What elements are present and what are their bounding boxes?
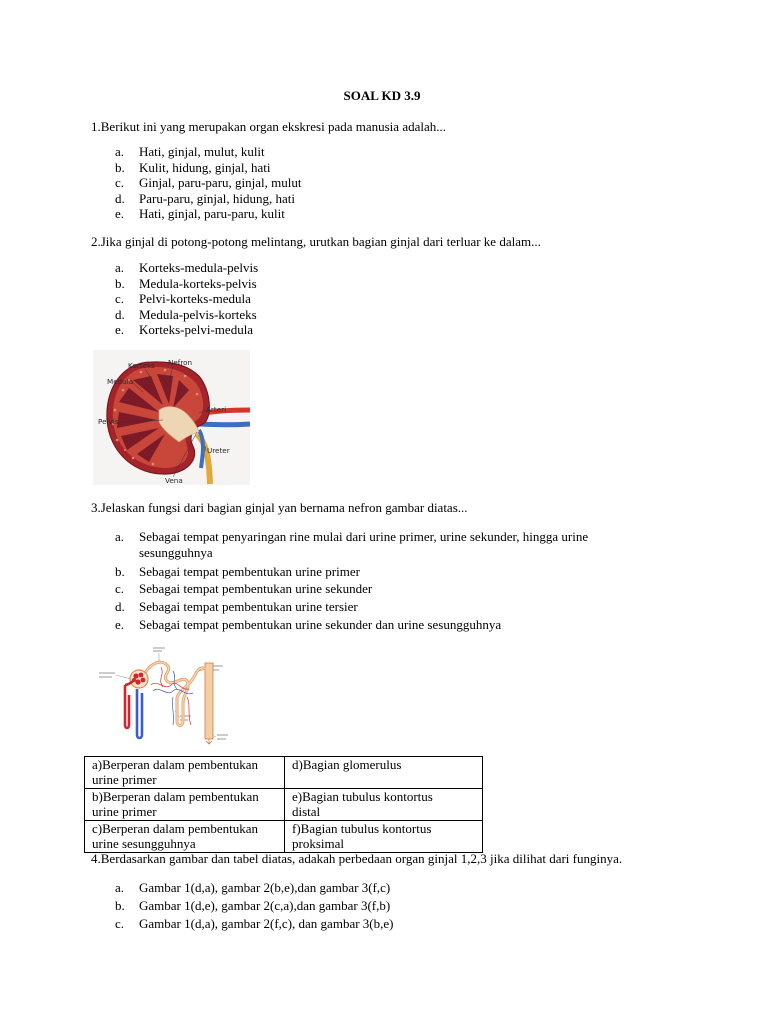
option-text-line-2: sesungguhnya: [139, 545, 213, 560]
label-ureter: Ureter: [207, 446, 230, 455]
option-letter: b.: [115, 159, 125, 175]
option-text: Sebagai tempat pembentukan urine sekunder dan urine sesungguhnya: [139, 617, 502, 632]
option-text: Sebagai tempat pembentukan urine sekunder: [139, 581, 373, 596]
nephron-diagram: [95, 645, 235, 745]
option-letter: c.: [115, 581, 125, 596]
vein-vessel: [197, 424, 250, 425]
table-cell-f: [285, 821, 483, 853]
answer-table: [84, 756, 483, 853]
option-3d: [115, 599, 358, 615]
cell-line: urine primer: [92, 804, 157, 819]
option-1b: [115, 160, 301, 176]
option-text: Ginjal, paru-paru, ginjal, mulut: [139, 175, 302, 190]
option-2b: [115, 276, 258, 292]
option-letter: b.: [115, 898, 125, 913]
option-letter: a.: [115, 529, 125, 544]
table-cell-a: [85, 757, 285, 789]
option-letter: b.: [115, 564, 125, 579]
cell-line: distal: [292, 804, 321, 819]
option-text: Hati, ginjal, paru-paru, kulit: [139, 206, 285, 221]
label-pelvis: Pelvis: [98, 417, 119, 426]
option-3b: [115, 564, 360, 580]
option-3a-continuation: [115, 545, 213, 561]
option-1d: [115, 191, 301, 207]
label-vena: Vena: [165, 476, 183, 485]
cell-line: f)Bagian tubulus kontortus: [292, 821, 432, 836]
cell-line: d)Bagian glomerulus: [292, 757, 402, 772]
option-text: Gambar 1(d,a), gambar 2(f,c), dan gambar 3(b,e): [139, 916, 394, 931]
option-text: Sebagai tempat pembentukan urine tersier: [139, 599, 358, 614]
option-text: Medula-korteks-pelvis: [139, 275, 257, 291]
cell-line: urine primer: [92, 772, 157, 787]
option-2c: [115, 291, 258, 307]
option-text: Kulit, hidung, ginjal, hati: [139, 159, 271, 175]
option-text: Hati, ginjal, mulut, kulit: [139, 144, 265, 159]
option-1e: [115, 206, 301, 222]
option-letter: e.: [115, 617, 125, 632]
option-text: Korteks-pelvi-medula: [139, 322, 254, 337]
option-text: Paru-paru, ginjal, hidung, hati: [139, 190, 295, 206]
label-nefron: Nefron: [168, 358, 193, 367]
question-2-options: [115, 260, 258, 338]
option-letter: d.: [115, 190, 125, 206]
table-cell-b: [85, 789, 285, 821]
cell-line: b)Berperan dalam pembentukan: [92, 789, 259, 804]
cell-line: proksimal: [292, 836, 344, 851]
option-letter: e.: [115, 206, 125, 221]
question-1: 1.Berikut ini yang merupakan organ ekskresi pada manusia adalah...: [91, 119, 446, 134]
option-letter: d.: [115, 599, 125, 614]
cell-line: urine sesungguhnya: [92, 836, 196, 851]
label-arteri: Arteri: [206, 405, 227, 414]
option-text-line-1: Sebagai tempat penyaringan rine mulai dari urine primer, urine sekunder, hingga urine: [139, 529, 589, 544]
option-text: Medula-pelvis-korteks: [139, 306, 257, 322]
option-4c: [115, 916, 393, 932]
option-1c: [115, 175, 301, 191]
table-cell-c: [85, 821, 285, 853]
option-letter: a.: [115, 260, 125, 275]
option-3a: [115, 529, 588, 545]
cell-line: e)Bagian tubulus kontortus: [292, 789, 433, 804]
label-medula: Medula: [107, 377, 134, 386]
question-1-options: [115, 144, 301, 222]
option-letter: c.: [115, 291, 125, 306]
option-text: Korteks-medula-pelvis: [139, 260, 259, 275]
kidney-figure: [93, 350, 250, 485]
option-letter: e.: [115, 322, 125, 337]
option-4b: [115, 898, 390, 914]
option-text: Pelvi-korteks-medula: [139, 291, 251, 306]
table-cell-d: [285, 757, 483, 789]
option-letter: c.: [115, 916, 125, 931]
option-text: Gambar 1(d,a), gambar 2(b,e),dan gambar 3(f,c): [139, 880, 391, 895]
table-cell-e: [285, 789, 483, 821]
option-text: Gambar 1(d,e), gambar 2(c,a),dan gambar 3(f,b): [139, 898, 391, 913]
kidney-diagram: [93, 350, 250, 485]
option-letter: b.: [115, 275, 125, 291]
question-2: 2.Jika ginjal di potong-potong melintang, urutkan bagian ginjal dari terluar ke dalam...: [91, 234, 541, 249]
question-4: 4.Berdasarkan gambar dan tabel diatas, adakah perbedaan organ ginjal 1,2,3 jika dilihat dari funginya.: [91, 851, 623, 866]
label-korteks: Korteks: [128, 361, 155, 370]
option-4a: [115, 880, 390, 896]
option-3c: [115, 581, 372, 597]
figure-background: [95, 645, 235, 745]
option-1a: [115, 144, 301, 160]
cell-line: a)Berperan dalam pembentukan: [92, 757, 259, 772]
option-text: Sebagai tempat pembentukan urine primer: [139, 564, 360, 579]
option-letter: a.: [115, 880, 125, 895]
option-3e: [115, 617, 501, 633]
option-2d: [115, 307, 258, 323]
nephron-figure: [95, 645, 235, 745]
option-letter: a.: [115, 144, 125, 159]
collecting-duct: [205, 663, 213, 739]
option-2a: [115, 260, 258, 276]
option-letter: d.: [115, 306, 125, 322]
page-title: SOAL KD 3.9: [343, 88, 421, 103]
cell-line: c)Berperan dalam pembentukan: [92, 821, 259, 836]
question-3: 3.Jelaskan fungsi dari bagian ginjal yan bernama nefron gambar diatas...: [91, 500, 468, 515]
option-letter: c.: [115, 175, 125, 190]
option-2e: [115, 322, 258, 338]
